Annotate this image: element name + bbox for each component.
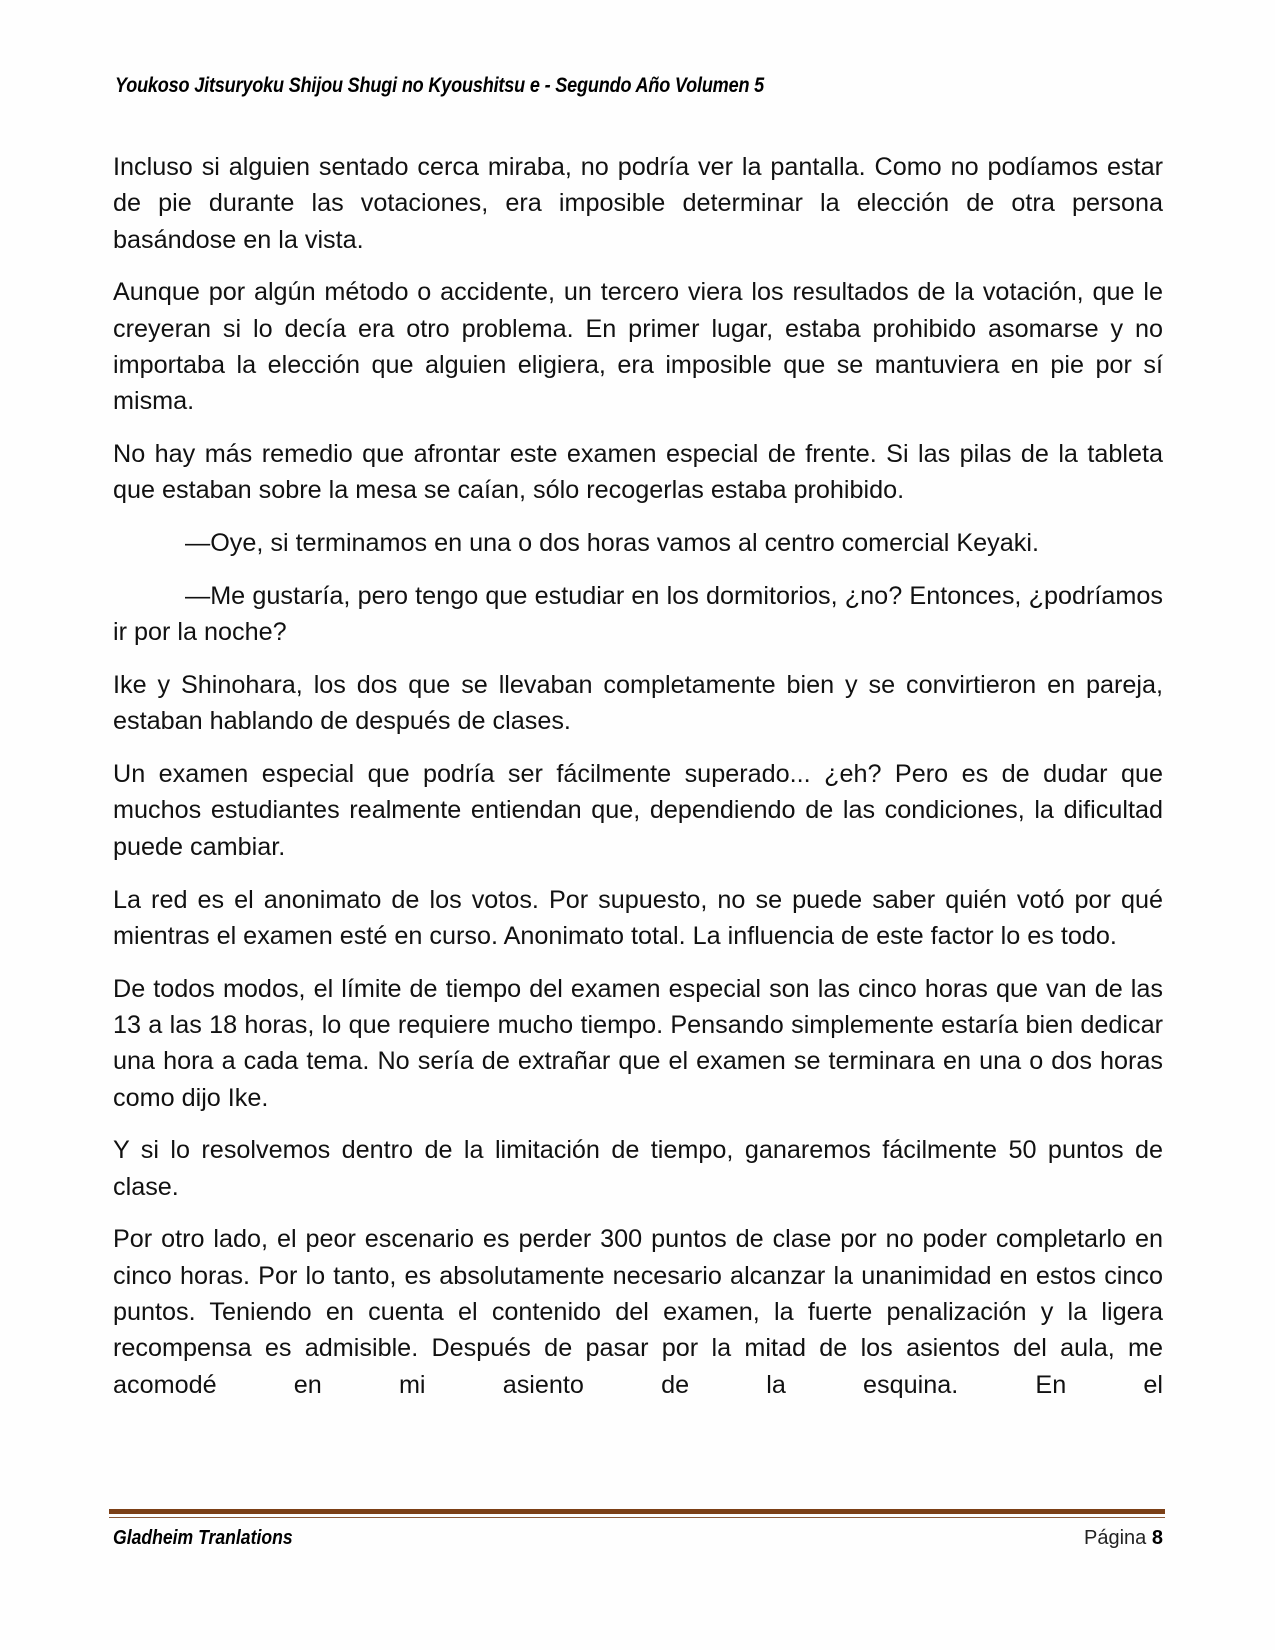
paragraph: Aunque por algún método o accidente, un tercero viera los resultados de la votación, que le creyeran si lo decía era otro problema. En primer lugar, estaba prohibido asomarse y no importaba la elección que alguien eligiera, era imposible que se mantuviera en pie por sí misma. <box>113 278 1163 416</box>
paragraph: Por otro lado, el peor escenario es perder 300 puntos de clase por no poder completarlo en cinco horas. Por lo tanto, es absolutamente necesario alcanzar la unanimidad en estos cinco puntos. Teniendo en cuenta el contenido del examen, la fuerte penalización y la ligera recompensa es admisible. Después de pasar por la mitad de los asientos del aula, me acomodé en mi asiento de la esquina. En el <box>113 1225 1163 1399</box>
paragraph: No hay más remedio que afrontar este examen especial de frente. Si las pilas de la tableta que estaban sobre la mesa se caían, sólo recogerlas estaba prohibido. <box>113 440 1163 505</box>
paragraph: Y si lo resolvemos dentro de la limitación de tiempo, ganaremos fácilmente 50 puntos de clase. <box>113 1136 1163 1201</box>
running-header: Youkoso Jitsuryoku Shijou Shugi no Kyoushitsu e - Segundo Año Volumen 5 <box>115 74 765 97</box>
paragraph: De todos modos, el límite de tiempo del examen especial son las cinco horas que van de las 13 a las 18 horas, lo que requiere mucho tiempo. Pensando simplemente estaría bien dedicar una hora a cada tema. No sería de extrañar que el examen se terminara en una o dos horas como dijo Ike. <box>113 974 1163 1112</box>
body-text <box>113 149 1163 1419</box>
footer-rule <box>109 1509 1165 1514</box>
paragraph: La red es el anonimato de los votos. Por supuesto, no se puede saber quién votó por qué mientras el examen esté en curso. Anonimato total. La influencia de este factor lo es todo. <box>113 885 1163 950</box>
paragraph: Un examen especial que podría ser fácilmente superado... ¿eh? Pero es de dudar que muchos estudiantes realmente entiendan que, dependiendo de las condiciones, la dificultad puede cambiar. <box>113 760 1163 861</box>
paragraph: Incluso si alguien sentado cerca miraba, no podría ver la pantalla. Como no podíamos estar de pie durante las votaciones, era imposible determinar la elección de otra persona basándose en la vista. <box>113 153 1163 254</box>
page-label: Página <box>1084 1527 1147 1549</box>
dialog-line: —Oye, si terminamos en una o dos horas vamos al centro comercial Keyaki. <box>185 529 1039 558</box>
dialog-line: —Me gustaría, pero tengo que estudiar en los dormitorios, ¿no? Entonces, ¿podríamos ir por la noche? <box>113 581 1163 647</box>
footer-rule-thin <box>109 1517 1165 1518</box>
page-number: 8 <box>1151 1527 1163 1549</box>
footer-credit: Gladheim Tranlations <box>113 1527 293 1549</box>
paragraph: Ike y Shinohara, los dos que se llevaban completamente bien y se convirtieron en pareja, estaban hablando de después de clases. <box>113 671 1163 736</box>
page-indicator <box>1084 1526 1163 1550</box>
